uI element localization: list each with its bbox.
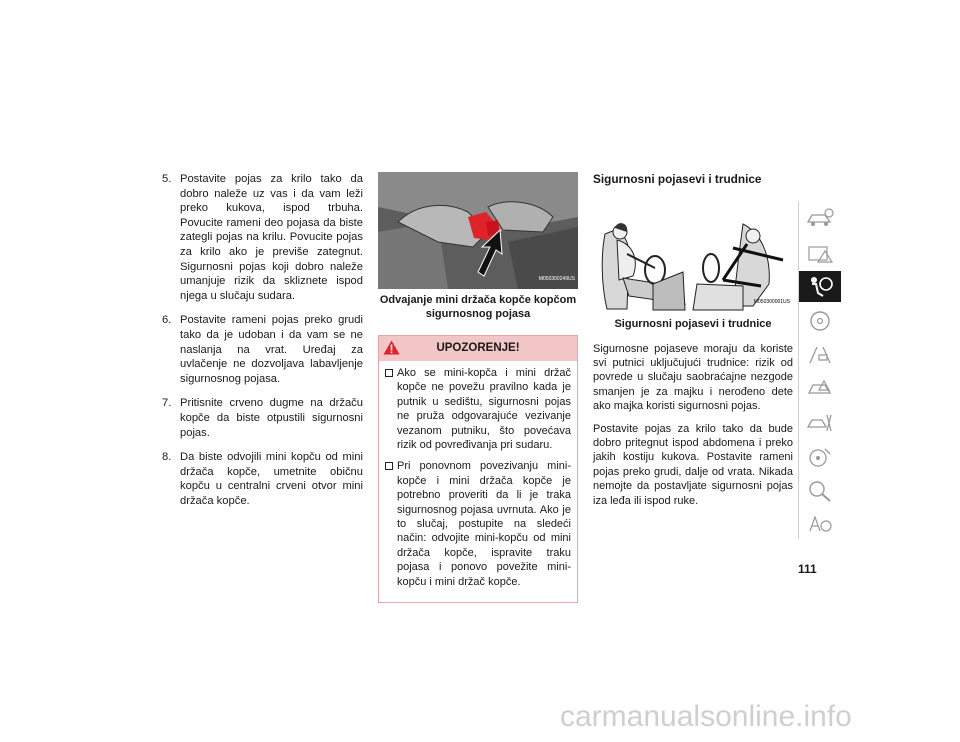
section-title: Sigurnosni pojasevi i trudnice xyxy=(593,172,762,186)
tab-index[interactable] xyxy=(799,475,841,506)
warning-item: Ako se mini-kopča i mini držač kopče ne povežu pravilno kada je putnik u sedištu, sigurnosni pojas ne pruža odgovarajuće vezivanje vezanom putniku, što povećava rizik od povređivanja pri sudaru. xyxy=(385,366,571,452)
steering-wheel-icon xyxy=(805,309,835,333)
search-magnifier-icon xyxy=(805,479,835,503)
warning-header xyxy=(379,336,577,361)
driving-road-icon xyxy=(805,343,835,367)
language-index-icon xyxy=(805,511,835,535)
warning-title: UPOZORENJE! xyxy=(436,342,520,355)
steps-list xyxy=(162,172,363,508)
page-number: 111 xyxy=(798,562,817,576)
checkbox-bullet-icon xyxy=(385,369,393,377)
figure-caption: Sigurnosni pojasevi i trudnice xyxy=(614,318,772,330)
checkbox-bullet-icon xyxy=(385,462,393,470)
middle-column xyxy=(378,172,578,603)
dashboard-warning-icon xyxy=(805,242,835,264)
tab-driving[interactable] xyxy=(799,339,841,370)
tab-starting[interactable] xyxy=(799,305,841,336)
tab-dashboard[interactable] xyxy=(799,237,841,268)
airbag-safety-icon xyxy=(805,275,835,299)
warning-triangle-icon xyxy=(383,340,400,360)
emergency-car-icon xyxy=(805,377,835,401)
tab-service[interactable] xyxy=(799,407,841,438)
tab-multimedia[interactable] xyxy=(799,441,841,472)
step-item: 5. Postavite pojas za krilo tako da dobro naleže uz vas i da vam leži preko kukova, ispod trbuha. Povucite rameni deo pojasa da biste zategli pojas na krilu. Povucite pojas za krilo ako je previše zategnut. Sigurnosni pojas koji dobro naleže umanjuje rizik da skliznete ispod njega u slučaju sudara. xyxy=(162,173,363,302)
multimedia-disc-icon xyxy=(805,445,835,469)
warning-box xyxy=(378,335,578,603)
figure-caption: Odvajanje mini držača kopče kopčom sigurnosnog pojasa xyxy=(379,294,577,320)
tab-safety[interactable] xyxy=(799,271,841,302)
figure-code: M050300001US xyxy=(753,299,790,306)
body-paragraph: Sigurnosne pojaseve moraju da koriste svi putnici uključujući trudnice: rizik od povrede u slučaju saobraćajne nezgode smanjen je za majku i nerođeno dete ako majka koristi sigurnosni pojas. xyxy=(593,342,793,413)
right-column xyxy=(593,172,793,516)
tab-car-info[interactable] xyxy=(799,203,841,234)
step-item: 7. Pritisnite crveno dugme na držaču kopče da biste otpustili sigurnosni pojas. xyxy=(162,397,363,439)
chapter-tabs xyxy=(798,201,841,539)
warning-list xyxy=(379,361,577,602)
tab-emergency[interactable] xyxy=(799,373,841,404)
step-item: 6. Postavite rameni pojas preko grudi tako da je udoban i da vam se ne naslanja na vrat. Uređaj za uvlačenje ne dozvoljava labavljenje sigurnosnog pojasa. xyxy=(162,314,363,385)
step-item: 8. Da biste odvojili mini kopču od mini držača kopče, umetnite običnu kopču u centralni crveni otvor mini držača kopče. xyxy=(162,451,363,507)
figure-code: M050300249US xyxy=(538,276,575,283)
watermark[interactable]: carmanualsonline.info xyxy=(560,700,852,733)
body-paragraph: Postavite pojas za krilo tako da bude dobro pritegnut ispod abdomena i preko jakih kostiju kukova. Postavite rameni pojas preko grudi, dalje od vrata. Nikada nemojte da postavljate sigurnosni pojas iza leđa ili ispod ruke. xyxy=(593,422,793,507)
buckle-photo xyxy=(378,172,578,289)
left-column xyxy=(162,172,363,518)
tab-language[interactable] xyxy=(799,507,841,538)
warning-item: Pri ponovnom povezivanju mini-kopče i mini držača kopče je potrebno proveriti da li je traka sigurnosnog pojasa uvrnuta. Ako je to slučaj, postupite na sledeći način: odvojite mini-kopču od mini držača kopče, ispravite traku pojasa i ponovo povežite mini-kopču i mini držač kopče. xyxy=(385,459,571,589)
car-info-icon xyxy=(805,208,835,230)
pregnancy-illustration xyxy=(593,214,793,312)
service-car-tools-icon xyxy=(805,411,835,435)
